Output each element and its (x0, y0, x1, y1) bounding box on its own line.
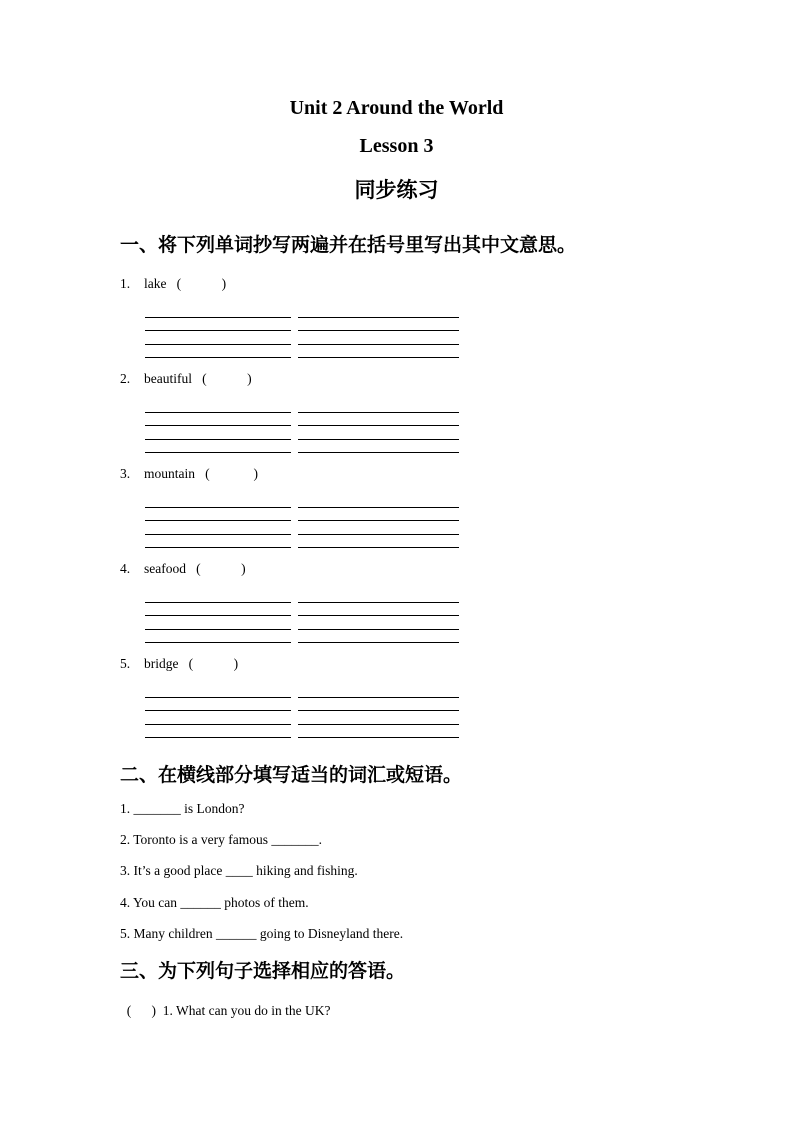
word-item (120, 276, 520, 294)
writing-line[interactable] (145, 629, 291, 630)
writing-line[interactable] (298, 534, 459, 535)
writing-line[interactable] (145, 520, 291, 521)
word-item (120, 656, 520, 674)
word-item (120, 371, 520, 389)
unit-title: Unit 2 Around the World (289, 97, 504, 119)
writing-line[interactable] (145, 547, 291, 548)
item-word: beautiful ( ) (144, 371, 252, 386)
fill-sentence: 4. You can ______ photos of them. (120, 894, 309, 910)
writing-line[interactable] (145, 602, 291, 603)
writing-line[interactable] (145, 357, 291, 358)
subtitle: 同步练习 (354, 178, 439, 202)
writing-line[interactable] (145, 330, 291, 331)
fill-sentence: 3. It’s a good place ____ hiking and fishing. (120, 863, 358, 879)
item-number: 4. (120, 561, 131, 576)
writing-line[interactable] (298, 724, 459, 725)
writing-line[interactable] (298, 330, 459, 331)
writing-line[interactable] (298, 615, 459, 616)
writing-line[interactable] (145, 737, 291, 738)
item-number: 1. (120, 276, 131, 291)
section1-heading: 一、将下列单词抄写两遍并在括号里写出其中文意思。 (120, 234, 577, 256)
item-word: mountain ( ) (144, 466, 258, 481)
fill-sentence: 5. Many children ______ going to Disneyland there. (120, 925, 404, 941)
writing-line[interactable] (298, 412, 459, 413)
item-word: seafood ( ) (144, 561, 246, 576)
lesson-title: Lesson 3 (359, 135, 434, 157)
writing-line[interactable] (298, 697, 459, 698)
writing-line[interactable] (298, 317, 459, 318)
writing-line[interactable] (145, 439, 291, 440)
writing-line[interactable] (298, 507, 459, 508)
fill-sentence: 1. _______ is London? (120, 801, 245, 816)
writing-line[interactable] (145, 344, 291, 345)
writing-line[interactable] (298, 737, 459, 738)
writing-line[interactable] (298, 452, 459, 453)
choice-question: ( ) 1. What can you do in the UK? (120, 1003, 331, 1018)
writing-line[interactable] (145, 534, 291, 535)
item-word: lake ( ) (144, 276, 227, 291)
fill-sentence: 2. Toronto is a very famous _______. (120, 832, 323, 848)
writing-line[interactable] (298, 357, 459, 358)
writing-line[interactable] (298, 629, 459, 630)
section2-heading: 二、在横线部分填写适当的词汇或短语。 (120, 764, 463, 786)
writing-line[interactable] (145, 425, 291, 426)
writing-line[interactable] (298, 520, 459, 521)
writing-line[interactable] (145, 452, 291, 453)
item-number: 3. (120, 466, 131, 481)
writing-line[interactable] (145, 642, 291, 643)
writing-line[interactable] (145, 317, 291, 318)
writing-line[interactable] (298, 602, 459, 603)
writing-line[interactable] (298, 344, 459, 345)
word-item (120, 466, 520, 484)
writing-line[interactable] (298, 425, 459, 426)
writing-line[interactable] (298, 439, 459, 440)
writing-line[interactable] (298, 710, 459, 711)
item-word: bridge ( ) (144, 656, 239, 671)
writing-line[interactable] (298, 547, 459, 548)
writing-line[interactable] (298, 642, 459, 643)
writing-line[interactable] (145, 710, 291, 711)
section3-heading: 三、为下列句子选择相应的答语。 (120, 960, 406, 982)
word-item (120, 561, 520, 579)
item-number: 2. (120, 371, 131, 386)
item-number: 5. (120, 656, 131, 671)
writing-line[interactable] (145, 615, 291, 616)
writing-line[interactable] (145, 697, 291, 698)
writing-line[interactable] (145, 724, 291, 725)
writing-line[interactable] (145, 412, 291, 413)
writing-line[interactable] (145, 507, 291, 508)
